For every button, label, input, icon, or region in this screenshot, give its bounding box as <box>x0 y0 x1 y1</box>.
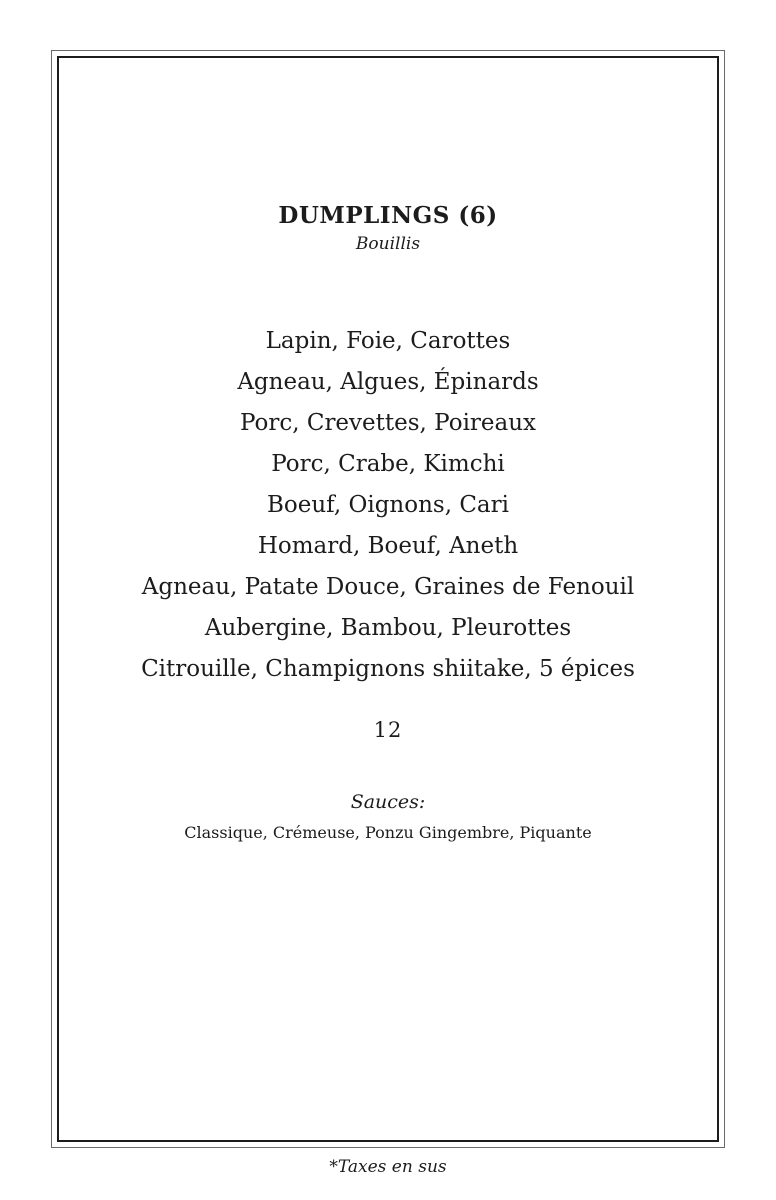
price: 12 <box>373 718 403 742</box>
menu-item: Lapin, Foie, Carottes <box>265 328 511 354</box>
menu-item: Boeuf, Oignons, Cari <box>267 492 509 518</box>
sauces-label: Sauces: <box>350 791 426 813</box>
sauces-list: Classique, Crémeuse, Ponzu Gingembre, Piquante <box>184 823 592 842</box>
dumpling-list <box>59 321 717 690</box>
menu-card <box>59 58 717 1140</box>
menu-item: Porc, Crabe, Kimchi <box>271 451 505 477</box>
menu-item: Agneau, Algues, Épinards <box>237 369 539 395</box>
menu-item: Aubergine, Bambou, Pleurottes <box>204 615 572 641</box>
menu-subtitle: Bouillis <box>355 234 421 254</box>
menu-item: Citrouille, Champignons shiitake, 5 épices <box>141 656 635 682</box>
menu-item: Porc, Crevettes, Poireaux <box>239 410 537 436</box>
menu-item: Homard, Boeuf, Aneth <box>257 533 519 559</box>
tax-footnote: *Taxes en sus <box>329 1157 447 1177</box>
menu-item: Agneau, Patate Douce, Graines de Fenouil <box>141 574 635 600</box>
menu-title: DUMPLINGS (6) <box>278 202 498 229</box>
